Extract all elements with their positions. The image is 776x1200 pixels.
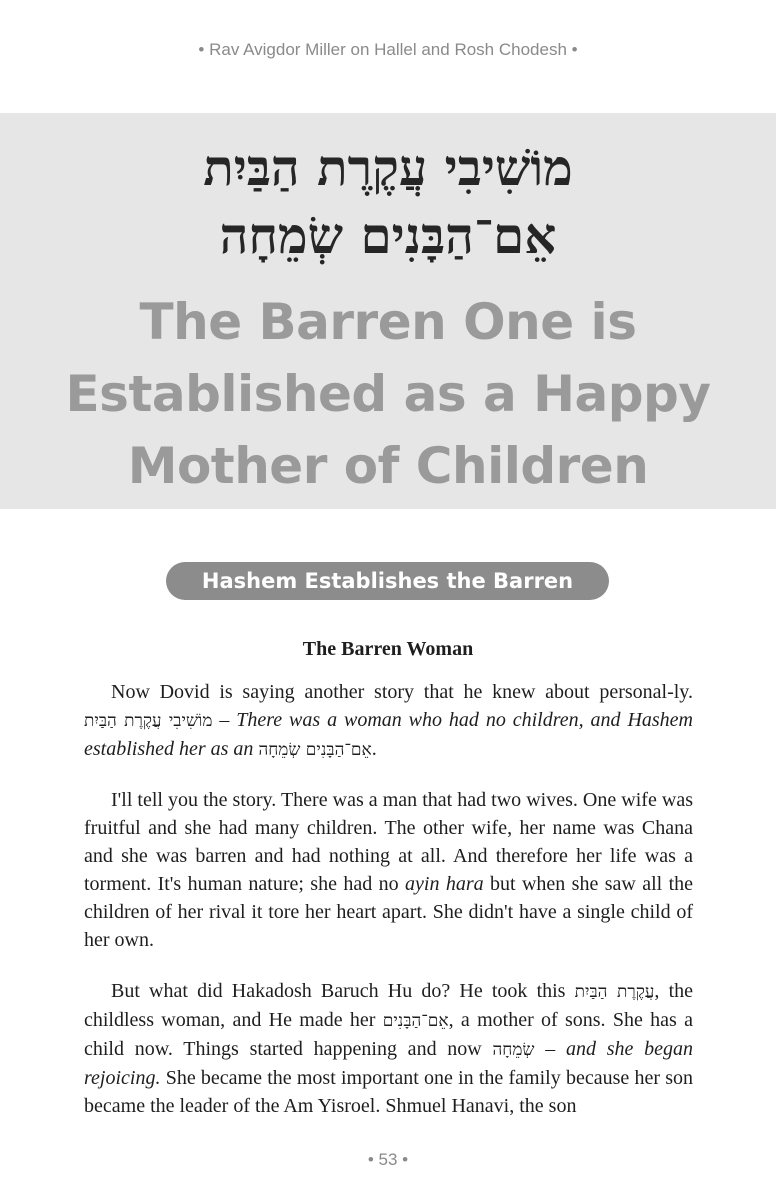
paragraph-3-text: But what did Hakadosh Baruch Hu do? He took this — [111, 980, 575, 1002]
italic-translation: and she began rejoicing. — [84, 1038, 694, 1089]
subsection-heading: The Barren Woman — [302, 638, 474, 660]
paragraph-2-text: I'll tell you the story. There was a man that had two wives. One wife was fruitful and she had many children. The other wife, her name was Chana and she was barren and had nothing at all. And therefore her life was a torment. It's human nature; she had no — [84, 789, 693, 895]
running-header: • Rav Avigdor Miller on Hallel and Rosh Chodesh • — [198, 40, 578, 59]
italic-translation: There was a woman who had no children, and Hashem established her as an — [84, 709, 693, 760]
paragraph-3-text-b: , the childless woman, and He made her — [84, 980, 694, 1031]
paragraph-1-text: Now Dovid is saying another story that he knew about personal-ly. — [111, 681, 693, 703]
italic-term: ayin hara — [405, 873, 484, 895]
paragraph-1-dash: – — [212, 709, 237, 731]
paragraph-3-text-c: , a mother of sons. She has a child now. Things started happening and now — [84, 1009, 693, 1060]
paragraph-2 — [84, 786, 693, 954]
hebrew-quote: אֵם־הַבָּנִים — [382, 1011, 449, 1031]
paragraph-3-text-d: She became the most important one in the family because her son became the leader of the Am Yisroel. Shmuel Hanavi, the son — [84, 1067, 693, 1117]
hebrew-quote: אֵם־הַבָּנִים שְׂמֵחָה — [258, 740, 372, 760]
hebrew-title-line-2: אֵם־הַבָּנִים שְׂמֵחָה — [219, 206, 557, 265]
hebrew-quote: שְׂמֵחָה — [492, 1040, 535, 1060]
section-heading-pill: Hashem Establishes the Barren — [166, 562, 609, 600]
paragraph-2-text-end: but when she saw all the children of her rival it tore her heart apart. She didn't have a single child of her own. — [84, 873, 693, 951]
hebrew-title-line-1: מוֹשִׁיבִי עֲקֶרֶת הַבַּיִת — [203, 138, 573, 197]
paragraph-1 — [84, 678, 693, 764]
page-number: • 53 • — [367, 1150, 409, 1169]
hebrew-quote: מוֹשִׁיבִי עֲקֶרֶת הַבַּיִת — [84, 711, 213, 731]
chapter-title: The Barren One is Established as a Happy Mother of Children — [65, 293, 711, 495]
paragraph-3-dash: – — [534, 1038, 566, 1060]
paragraph-1-end: . — [371, 738, 377, 760]
paragraph-3 — [84, 977, 693, 1120]
hebrew-quote: עֲקֶרֶת הַבַּיִת — [574, 982, 655, 1002]
